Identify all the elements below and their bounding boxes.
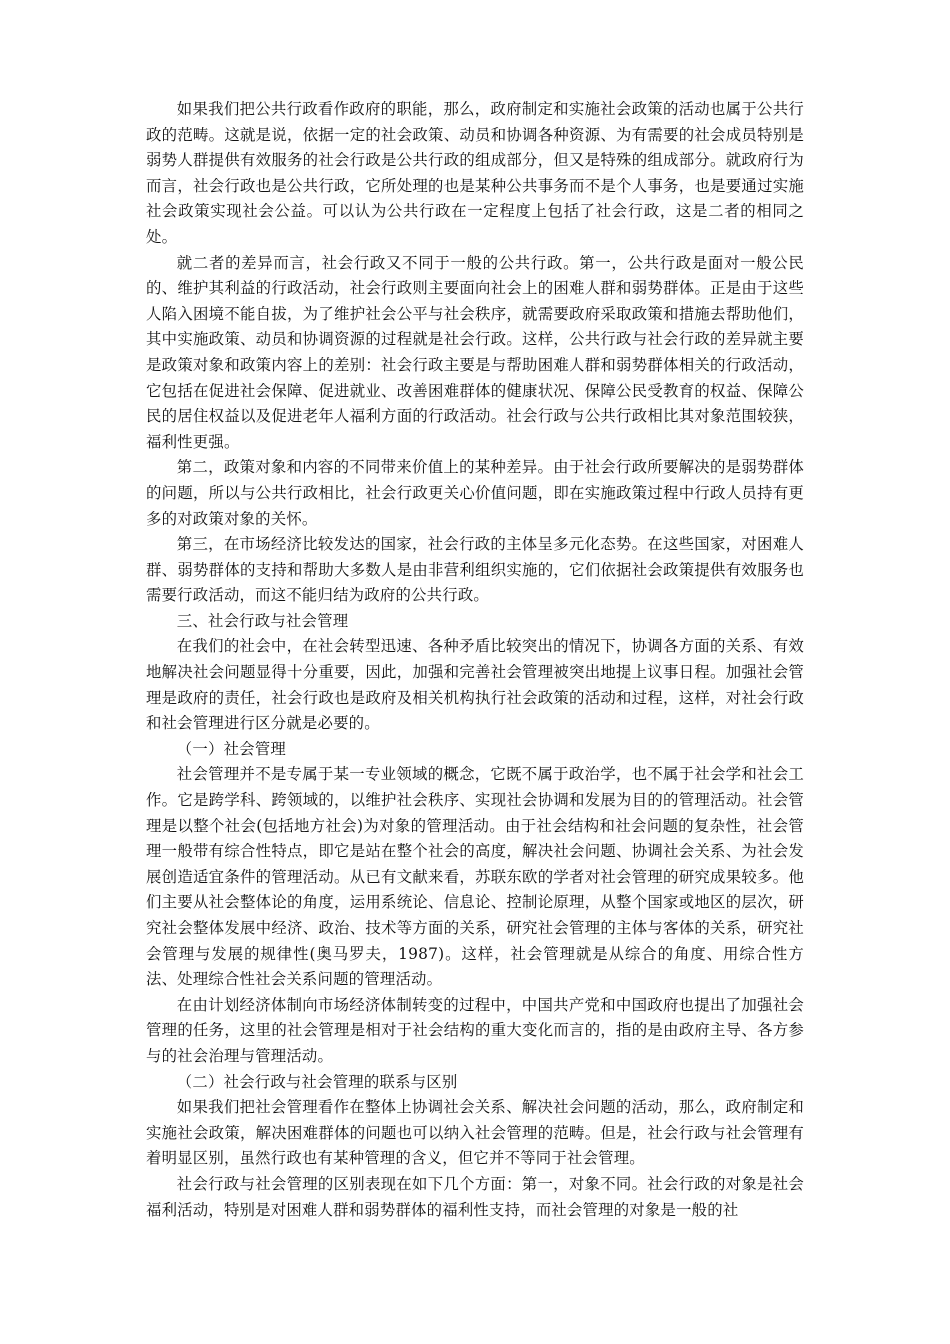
paragraph-2: 就二者的差异而言，社会行政又不同于一般的公共行政。第一，公共行政是面对一般公民的、维护其利益的行政活动，社会行政则主要面向社会上的困难人群和弱势群体。正是由于这些人陷入困境不能自拔，为了维护社会公平与社会秩序，就需要政府采取政策和措施去帮助他们，其中实施政策、动员和协调资源的过程就是社会行政。这样，公共行政与社会行政的差异就主要是政策对象和政策内容上的差别：社会行政主要是与帮助困难人群和弱势群体相关的行政活动，它包括在促进社会保障、促进就业、改善困难群体的健康状况、保障公民受教育的权益、保障公民的居住权益以及促进老年人福利方面的行政活动。社会行政与公共行政相比其对象范围较狭，福利性更强。 xyxy=(146,253,804,451)
subsection-heading-1: （一）社会管理 xyxy=(176,739,286,758)
paragraph-3: 第二，政策对象和内容的不同带来价值上的某种差异。由于社会行政所要解决的是弱势群体的问题，所以与公共行政相比，社会行政更关心价值问题，即在实施政策过程中行政人员持有更多的对政策对象的关怀。 xyxy=(146,458,804,528)
paragraph-9: 社会行政与社会管理的区别表现在如下几个方面：第一，对象不同。社会行政的对象是社会福利活动，特别是对困难人群和弱势群体的福利性支持，而社会管理的对象是一般的社 xyxy=(146,1174,804,1219)
paragraph-1: 如果我们把公共行政看作政府的职能，那么，政府制定和实施社会政策的活动也属于公共行政的范畴。这就是说，依据一定的社会政策、动员和协调各种资源、为有需要的社会成员特别是弱势人群提供有效服务的社会行政是公共行政的组成部分，但又是特殊的组成部分。就政府行为而言，社会行政也是公共行政，它所处理的也是某种公共事务而不是个人事务，也是要通过实施社会政策实现社会公益。可以认为公共行政在一定程度上包括了社会行政，这是二者的相同之处。 xyxy=(146,100,804,246)
paragraph-8: 如果我们把社会管理看作在整体上协调社会关系、解决社会问题的活动，那么，政府制定和实施社会政策，解决困难群体的问题也可以纳入社会管理的范畴。但是，社会行政与社会管理有着明显区别，虽然行政也有某种管理的含义，但它并不等同于社会管理。 xyxy=(146,1098,804,1168)
paragraph-5: 在我们的社会中，在社会转型迅速、各种矛盾比较突出的情况下，协调各方面的关系、有效地解决社会问题显得十分重要，因此，加强和完善社会管理被突出地提上议事日程。加强社会管理是政府的责任，社会行政也是政府及相关机构执行社会政策的活动和过程，这样，对社会行政和社会管理进行区分就是必要的。 xyxy=(146,637,804,733)
paragraph-6: 社会管理并不是专属于某一专业领域的概念，它既不属于政治学，也不属于社会学和社会工作。它是跨学科、跨领域的，以维护社会秩序、实现社会协调和发展为目的的管理活动。社会管理是以整个社会(包括地方社会)为对象的管理活动。由于社会结构和社会问题的复杂性，社会管理一般带有综合性特点，即它是站在整个社会的高度，解决社会问题、协调社会关系、为社会发展创造适宜条件的管理活动。从已有文献来看，苏联东欧的学者对社会管理的研究成果较多。他们主要从社会整体论的角度，运用系统论、信息论、控制论原理，从整个国家或地区的层次，研究社会整体发展中经济、政治、技术等方面的关系，研究社会管理的主体与客体的关系，研究社会管理与发展的规律性(奥马罗夫，1987)。这样，社会管理就是从综合的角度、用综合性方法、处理综合性社会关系问题的管理活动。 xyxy=(146,765,804,989)
section-heading-3: 三、社会行政与社会管理 xyxy=(176,611,349,630)
subsection-heading-2: （二）社会行政与社会管理的联系与区别 xyxy=(176,1072,458,1091)
paragraph-4: 第三，在市场经济比较发达的国家，社会行政的主体呈多元化态势。在这些国家，对困难人群、弱势群体的支持和帮助大多数人是由非营利组织实施的，它们依据社会政策提供有效服务也需要行政活动，而这不能归结为政府的公共行政。 xyxy=(146,535,804,605)
paragraph-7: 在由计划经济体制向市场经济体制转变的过程中，中国共产党和中国政府也提出了加强社会管理的任务，这里的社会管理是相对于社会结构的重大变化而言的，指的是由政府主导、各方参与的社会治理与管理活动。 xyxy=(146,995,804,1065)
document-body xyxy=(146,97,804,1223)
